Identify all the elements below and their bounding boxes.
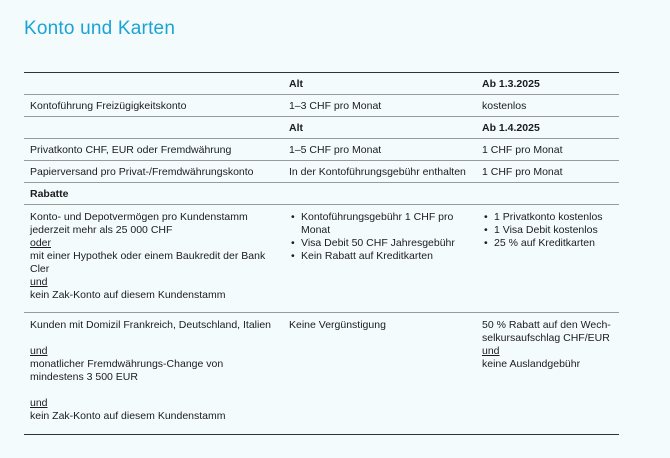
- list-item: • 1 Visa Debit kostenlos: [482, 224, 617, 237]
- header-new: Ab 1.4.2025: [482, 122, 540, 134]
- conjunction-und: und: [482, 345, 500, 357]
- condition-text: monatlicher Fremdwährungs-Change von: [30, 358, 224, 370]
- new-benefit-cell: [482, 319, 617, 371]
- old-benefits-list: [289, 211, 461, 263]
- new-benefits-list: [482, 211, 617, 250]
- list-item: • Visa Debit 50 CHF Jahresgebühr: [289, 237, 461, 250]
- condition-text: mit einer Hypothek oder einem Baukredit der Bank: [30, 250, 266, 262]
- row-old-value: 1–5 CHF pro Monat: [289, 144, 382, 156]
- fee-table: [24, 72, 619, 435]
- condition-text: Kunden mit Domizil Frankreich, Deutschland, Italien: [30, 319, 272, 331]
- row-label: Privatkonto CHF, EUR oder Fremdwährung: [30, 144, 232, 156]
- section-header-row: [24, 183, 619, 205]
- old-benefit-text: Keine Vergünstigung: [289, 319, 386, 331]
- condition-text: Cler: [30, 263, 50, 275]
- benefit-text: selkursaufschlag CHF/EUR: [482, 332, 610, 344]
- condition-text: kein Zak-Konto auf diesem Kundenstamm: [30, 410, 226, 422]
- condition-text: mindestens 3 500 EUR: [30, 371, 138, 383]
- condition-cell: [30, 319, 280, 423]
- row-new-value: kostenlos: [482, 100, 527, 112]
- conjunction-und: und: [30, 397, 48, 409]
- table-row: [24, 313, 619, 435]
- table-header-row: [24, 72, 619, 95]
- conjunction-und: und: [30, 276, 48, 288]
- section-heading-rabatte: Rabatte: [30, 188, 69, 200]
- header-new: Ab 1.3.2025: [482, 78, 540, 90]
- row-label: Kontoführung Freizügigkeitskonto: [30, 100, 187, 112]
- list-item: • 1 Privatkonto kostenlos: [482, 211, 617, 224]
- condition-text: kein Zak-Konto auf diesem Kundenstamm: [30, 289, 226, 301]
- row-old-value: In der Kontoführungsgebühr enthalten: [289, 166, 466, 178]
- list-item: • 25 % auf Kreditkarten: [482, 237, 617, 250]
- conjunction-oder: oder: [30, 237, 52, 249]
- row-label: Papierversand pro Privat-/Fremdwährungskonto: [30, 166, 254, 178]
- benefit-text: 50 % Rabatt auf den Wech-: [482, 319, 611, 331]
- table-row: [24, 161, 619, 183]
- table-row: [24, 205, 619, 313]
- header-alt: Alt: [289, 122, 303, 134]
- condition-text: jederzeit mehr als 25 000 CHF: [30, 224, 173, 236]
- page-title: Konto und Karten: [24, 18, 176, 39]
- benefit-text: keine Auslandgebühr: [482, 358, 581, 370]
- list-item: • Kein Rabatt auf Kreditkarten: [289, 250, 461, 263]
- condition-cell: [30, 211, 280, 302]
- list-item: • Kontoführungsgebühr 1 CHF pro Monat: [289, 211, 461, 237]
- table-row: [24, 139, 619, 161]
- table-row: [24, 95, 619, 117]
- conjunction-und: und: [30, 345, 48, 357]
- table-header-row: [24, 117, 619, 139]
- header-alt: Alt: [289, 78, 303, 90]
- condition-text: Konto- und Depotvermögen pro Kundenstamm: [30, 211, 248, 223]
- row-old-value: 1–3 CHF pro Monat: [289, 100, 382, 112]
- row-new-value: 1 CHF pro Monat: [482, 166, 563, 178]
- row-new-value: 1 CHF pro Monat: [482, 144, 563, 156]
